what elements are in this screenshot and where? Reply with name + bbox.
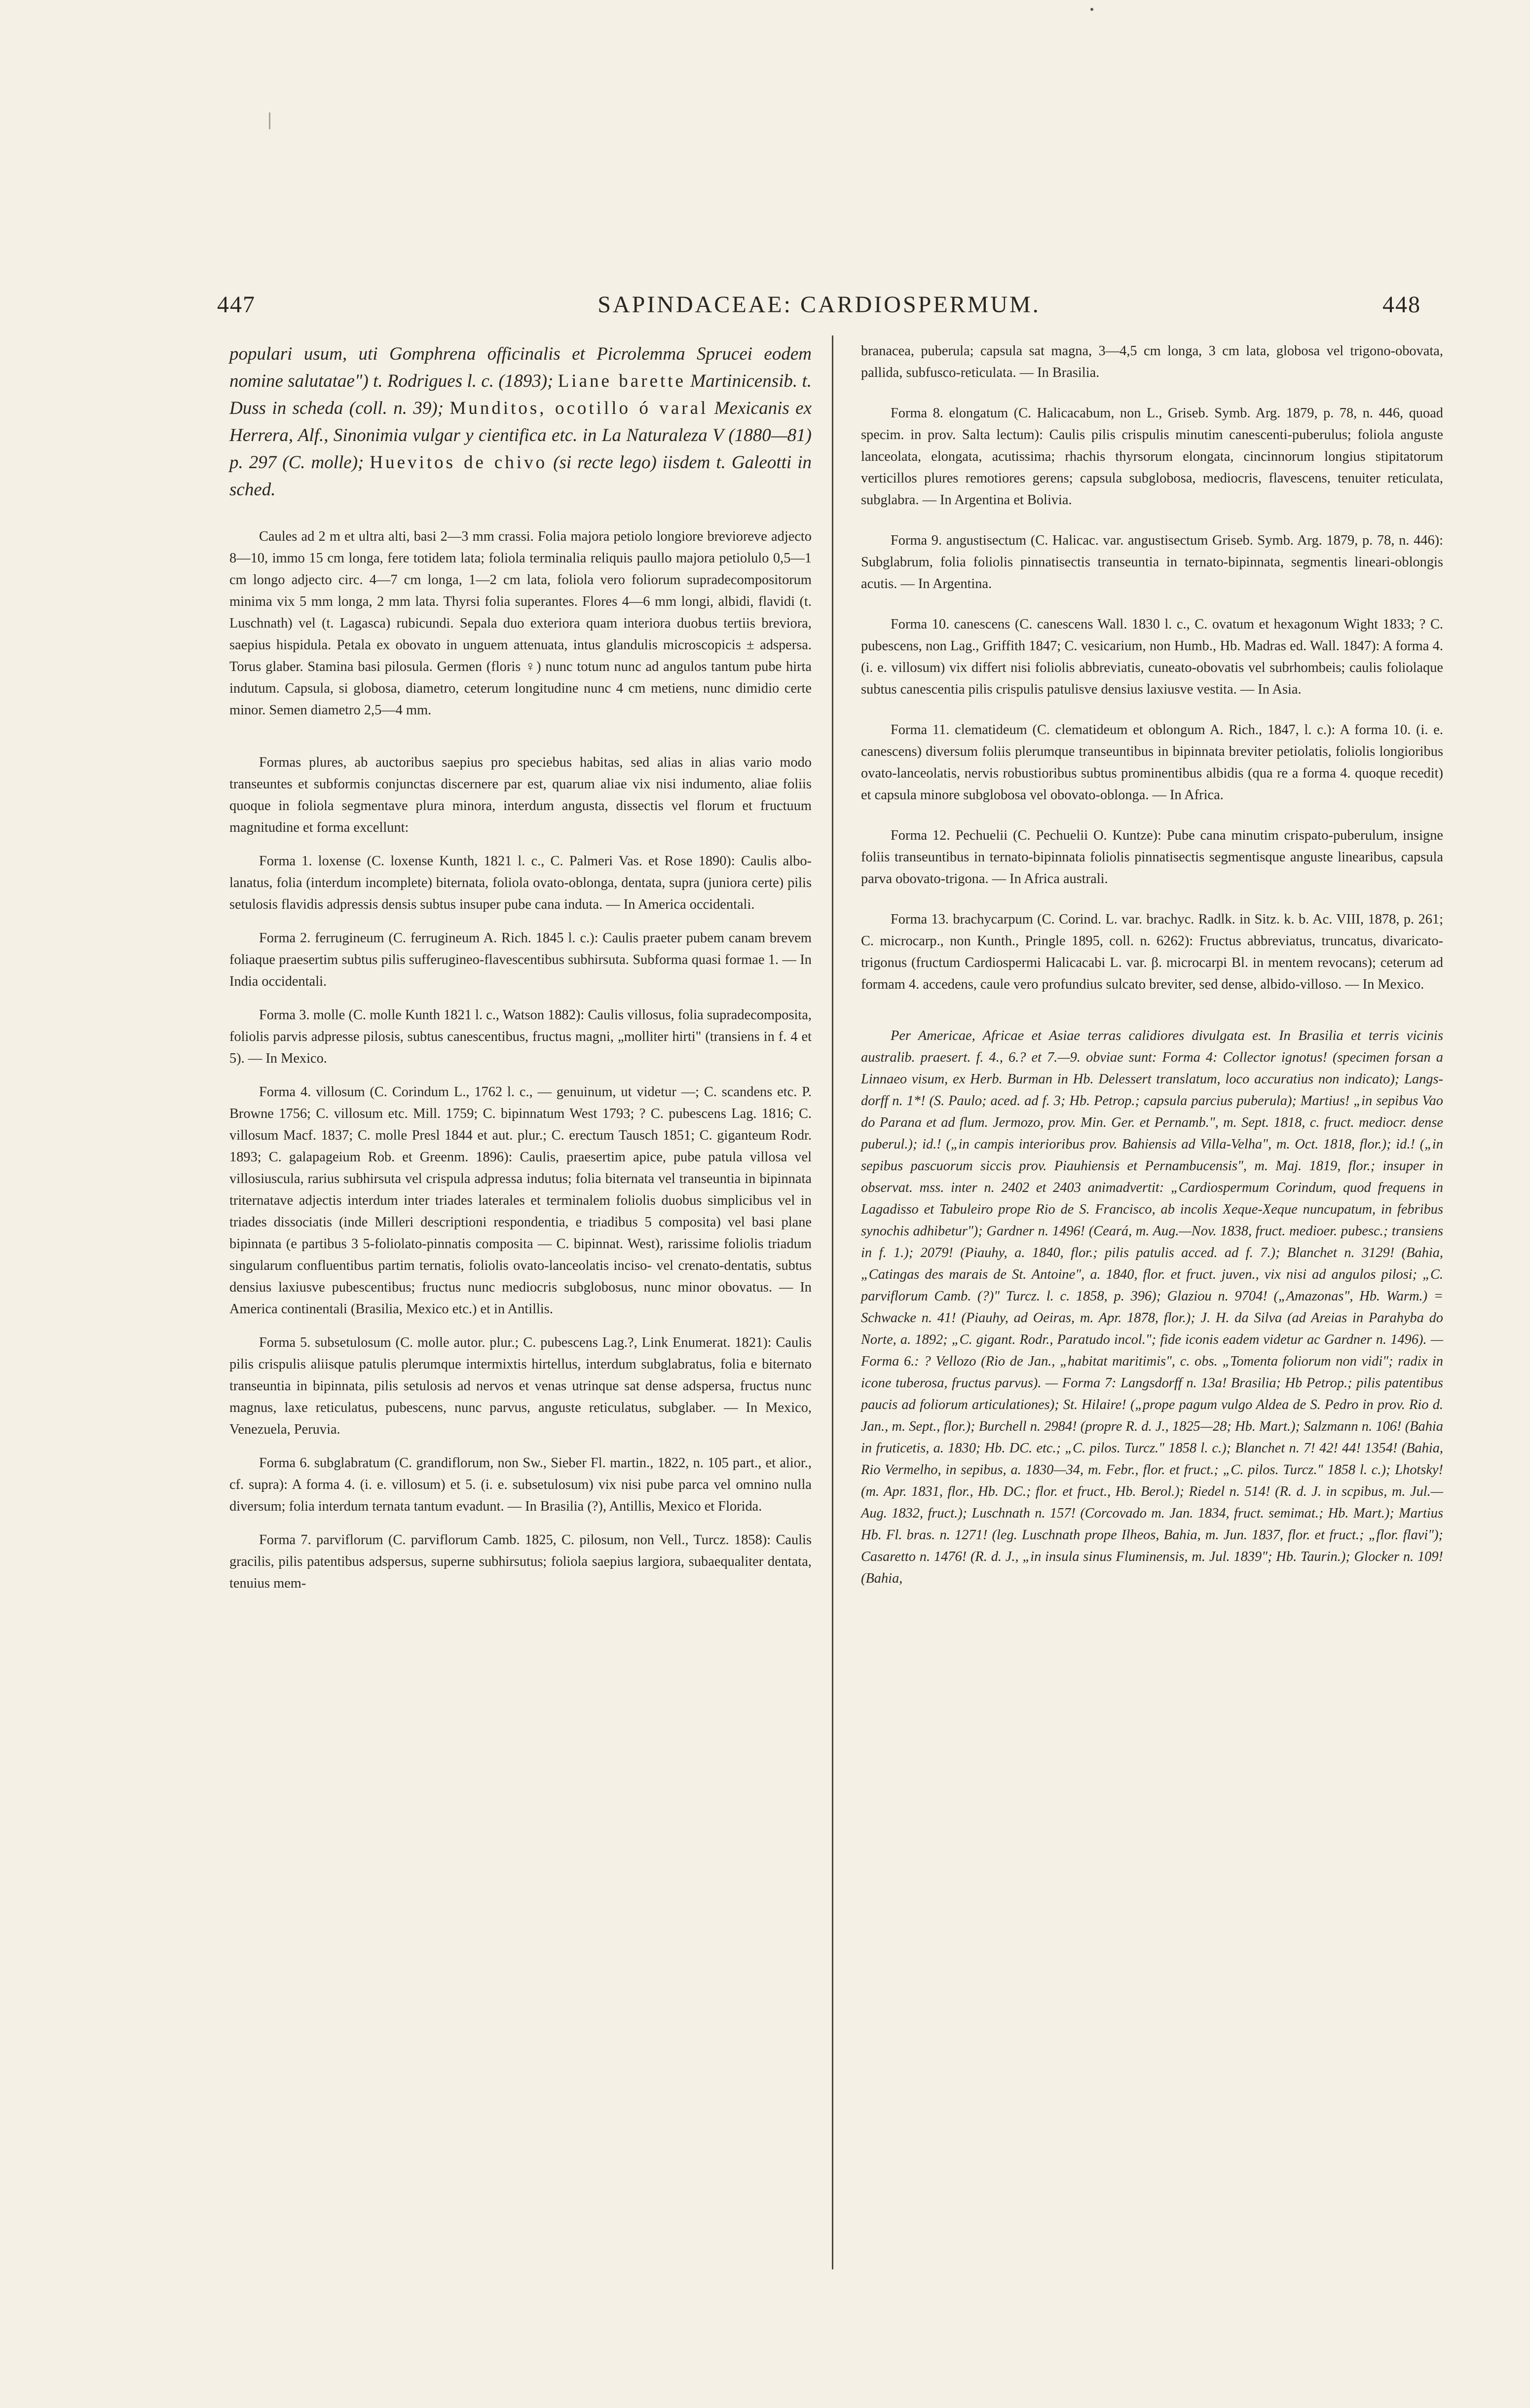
forma-10: Forma 10. canescens (C. canescens Wall. 1830 l. c., C. ovatum et hexagonum Wight 1833; ? C. pubescens, non Lag., Griffith 1847; C. vesicarium, non Humb., Hb. Madras ed. Wall. 1847): A forma 4. (i. e. villosum) vix differt nisi foliolis abbreviatis, cuneato-obovatis vel subrhombeis; caulis foliolaque subtus canescentia pilis crispulis patulisve densius laxiusve vestita. — In Asia. — [861, 617, 1443, 697]
forma-9: Forma 9. angustisectum (C. Halicac. var. angustisectum Griseb. Symb. Arg. 1879, p. 78, n. 446): Subglabrum, folia foliolis pinnatisectis transeuntia in ternato-bipinnata, segmentis lineari-oblongis acutis. — In Argentina. — [861, 533, 1443, 592]
intro-paragraph — [229, 340, 812, 503]
forma-12: Forma 12. Pechuelii (C. Pechuelii O. Kuntze): Pube cana minutim crispato-puberulum, insigne foliis transeuntibus in ternato-bipinnata foliolis pinnatisectis segmentisque anguste linearibus, capsula parva obovato-trigona. — In Africa australi. — [861, 828, 1443, 887]
intro-text-1: populari usum, uti Gomphrena officinalis et Picrolemma Sprucei eodem nomine salutatae") t. Rodrigues l. c. (1893); — [229, 344, 812, 391]
page-number-left: 447 — [217, 292, 256, 318]
forma-2: Forma 2. ferrugineum (C. ferrugineum A. Rich. 1845 l. c.): Caulis praeter pubem canam brevem foliaque praesertim subtus pilis sufferugineo-flavescentibus subhirsuta. Subforma quasi formae 1. — In India occidentali. — [229, 930, 812, 989]
right-column — [861, 340, 1443, 1590]
forma-11: Forma 11. clematideum (C. clematideum et oblongum A. Rich., 1847, l. c.): A forma 10. (i. e. canescens) diversum foliis plerumque transeuntibus in bipinnata breviter petiolatis, foliolis longioribus ovato-lanceolatis, nervis robustioribus subtus prominentibus albidis (qua re a forma 4. quoque recedit) et capsula minore subglobosa vel obovato-oblonga. — In Africa. — [861, 722, 1443, 803]
distribution-paragraph: Per Americae, Africae et Asiae terras calidiores divulgata est. In Brasilia et terris vicinis australib. praesert. f. 4., 6.? et 7.—9. obviae sunt: Forma 4: Collector ignotus! (specimen forsan a Linnaeo visum, ex Herb. Burman in Hb. Delessert translatum, loco accuratius non indicato); Langsdorff n. 1*! (S. Paulo; aced. ad f. 3; Hb. Petrop.; capsula parcius puberula); Martius! „in sepibus Vao do Parana et ad flum. Jermozo, prov. Min. Ger. et Pernamb.", m. Sept. 1818, c. fruct. mediocr. dense puberul.); id.! („in campis interioribus prov. Bahiensis ad Villa-Velha", m. Oct. 1818, flor.); id.! („in sepibus pascuorum siccis prov. Piauhiensis et Pernambucensis", m. Maj. 1819, flor.; insuper in observat. mss. inter n. 2402 et 2403 animadvertit: „Cardiospermum Corindum, quod frequens in Lagadisso et Tabuleiro prope Rio de S. Francisco, ab incolis Xeque-Xeque nuncupatum, in febribus synochis adhibetur"); Gardner n. 1496! (Ceará, m. Aug.—Nov. 1838, fruct. medioer. pubesc.; transiens in f. 1.); 2079! (Piauhy, a. 1840, flor.; pilis patulis acced. ad f. 7.); Blanchet n. 3129! (Bahia, „Catingas des marais de St. Antoine", a. 1840, flor. et fruct. juven., vix nisi ad angulos pilosi; „C. parviflorum Camb. (?)" Turcz. l. c. 1858, p. 396); Glaziou n. 9704! („Amazonas", Hb. Warm.) = Schwacke n. 41! (Piauhy, ad Oeiras, m. Apr. 1878, flor.); J. H. da Silva (ad Areias in Parahyba do Norte, a. 1892; „C. gigant. Rodr., Paratudo incol."; fide iconis eadem videtur ac Gardner n. 1496). — Forma 6.: ? Vellozo (Rio de Jan., „habitat maritimis", c. obs. „Tomenta foliorum non vidi"; radix in icone tuberosa, fructus parvus). — Forma 7: Langsdorff n. 13a! Brasilia; Hb Petrop.; pilis patentibus paucis ad foliorum articulationes); St. Hilaire! („prope pagum vulgo Aldea de S. Pedro in prov. Rio d. Jan., m. Sept., flor.); Burchell n. 2984! (propre R. d. J., 1825—28; Hb. Mart.); Salzmann n. 106! (Bahia in fruticetis, a. 1830; Hb. DC. etc.; „C. pilos. Turcz." 1858 l. c.); Blanchet n. 7! 42! 44! 1354! (Bahia, Rio Vermelho, in sepibus, a. 1830—34, m. Febr., flor. et fruct.; „C. pilos. Turcz." 1858 l. c.); Lhotsky! (m. Apr. 1831, flor., Hb. DC.; flor. et fruct., Hb. Berol.); Riedel n. 514! (R. d. J. in scpibus, m. Jul.—Aug. 1832, fruct.); Luschnath n. 157! (Corcovado m. Jan. 1834, fruct. semimat.; Hb. Mart.); Martius Hb. Fl. bras. n. 1271! (leg. Luschnath prope Ilheos, Bahia, m. Jun. 1837, flor. et fruct.; „flor. flavi"); Casaretto n. 1476! (R. d. J., „in insula sinus Fluminensis, m. Jul. 1839"; Hb. Taurin.); Glocker n. 109! (Bahia, — [861, 1028, 1443, 1586]
forma-8: Forma 8. elongatum (C. Halicacabum, non L., Griseb. Symb. Arg. 1879, p. 78, n. 446, quoad specim. in prov. Salta lectum): Caulis pilis crispulis minutim canescenti-puberulus; foliola anguste lanceolata, elongata, acutissima; rhachis thyrsorum elongata, cincinnorum longius stipitatorum verticillos plures remotiores gerens; capsula subglobosa, mediocris, flavescens, tenuiter reticulata, subglabra. — In Argentina et Bolivia. — [861, 406, 1443, 508]
vernacular-name-3: Huevitos de chivo — [370, 452, 548, 473]
vernacular-name-1: Liane barette — [558, 371, 686, 391]
intro-text-4: (si recte lego) iisdem t. Galeotti in sched. — [229, 452, 812, 500]
forma-1: Forma 1. loxense (C. loxense Kunth, 1821 l. c., C. Palmeri Vas. et Rose 1890): Caulis albo-lanatus, folia (interdum incomplete) biternata, foliola ovato-oblonga, dentata, supra (juniora certe) pilis setulosis flavidis adpressis densis subtus insuper pube cana induta. — In America occidentali. — [229, 853, 812, 912]
column-divider — [832, 335, 833, 2269]
forma-13: Forma 13. brachycarpum (C. Corind. L. var. brachyc. Radlk. in Sitz. k. b. Ac. VIII, 1878, p. 261; C. microcarp., non Kunth., Pringle 1895, coll. n. 6262): Fructus abbreviatus, truncatus, divaricato-trigonus (fructum Cardiospermi Halicacabi L. var. β. microcarpi Bl. in mentem revocans); ceterum ad formam 4. accedens, caule vero profundius sulcato breviter, sed dense, albido-villoso. — In Mexico. — [861, 912, 1443, 992]
continuation-paragraph: branacea, puberula; capsula sat magna, 3—4,5 cm longa, 3 cm lata, globosa vel trigono-obovata, pallida, subfusco-reticulata. — In Brasilia. — [861, 343, 1443, 380]
forma-7: Forma 7. parviflorum (C. parviflorum Camb. 1825, C. pilosum, non Vell., Turcz. 1858): Caulis gracilis, pilis patentibus adspersus, superne subhirsutus; foliola saepius largiora, subaequaliter dentata, tenuius mem- — [229, 1532, 812, 1591]
intro-text-2: Martinicensib. t. Duss in scheda (coll. n. 39); — [229, 371, 812, 418]
left-column — [229, 340, 812, 1594]
forma-5: Forma 5. subsetulosum (C. molle autor. plur.; C. pubescens Lag.?, Link Enumerat. 1821): Caulis pilis crispulis aliisque patulis plerumque intermixtis hirtellus, interdum subglabratus, folia e biternato transeuntia in bipinnata, pilis setulosis ad nervos et venas utrinque sat dense adspersa, fructus nunc magnus, laxe reticulatus, pubescens, nunc parvus, anguste reticulatus, subglaber. — In Mexico, Venezuela, Peruvia. — [229, 1335, 812, 1437]
formas-paragraph: Formas plures, ab auctoribus saepius pro speciebus habitas, sed alias in alias vario modo transeuntes et subformis conjunctas discernere par est, quarum aliae vix nisi indumento, aliae foliis quoque in foliola segmentave plura minora, interdum angusta, dissectis vel florum et fructuum magnitudine et forma excellunt: — [229, 755, 812, 835]
forma-6: Forma 6. subglabratum (C. grandiflorum, non Sw., Sieber Fl. martin., 1822, n. 105 part., et alior., cf. supra): A forma 4. (i. e. villosum) et 5. (i. e. subsetulosum) vix nisi pube parca vel omnino nulla diversum; folia interdum ternata tantum evadunt. — In Brasilia (?), Antillis, Mexico et Florida. — [229, 1455, 812, 1514]
scan-speck — [1090, 8, 1093, 11]
forma-4: Forma 4. villosum (C. Corindum L., 1762 l. c., — genuinum, ut videtur —; C. scandens etc. P. Browne 1756; C. villosum etc. Mill. 1759; C. bipinnatum West 1793; ? C. pubescens Lag. 1816; C. villosum Macf. 1837; C. molle Presl 1844 et aut. plur.; C. erectum Tausch 1851; C. giganteum Rodr. 1893; C. galapageium Rob. et Greenm. 1896): Caulis, praesertim apice, pube patula villosa vel villosiuscula, rarius subhirsuta vel crispula adpressa indutus; folia biternata vel transeuntia in bipinnata triternatave adjectis interdum inter triades laterales et terminalem foliolis duobus simplicibus vel in triades dissociatis (inde Milleri descriptioni respondentia, e triadibus 5 composita) vel basi plane bipinnata (e partibus 3 5-foliolato-pinnatis composita — C. bipinnat. West), rarissime foliolis triadum singularum confluentibus partim ternatis, foliolis ovato-lanceolatis inciso- vel crenato-dentatis, subtus densius laxiusve pubescentibus; fructus nunc mediocris subglobosus, nunc minor obovatus. — In America continentali (Brasilia, Mexico etc.) et in Antillis. — [229, 1084, 812, 1317]
vernacular-name-2: Munditos, ocotillo ó varal — [449, 398, 709, 418]
page-number-right: 448 — [1382, 292, 1421, 318]
forma-3: Forma 3. molle (C. molle Kunth 1821 l. c., Watson 1882): Caulis villosus, folia supradecomposita, foliolis parvis adpresse pilosis, subtus canescentibus, fructus magni, „molliter hirti" (transiens in f. 4 et 5). — In Mexico. — [229, 1007, 812, 1066]
running-title: SAPINDACEAE: CARDIOSPERMUM. — [597, 292, 1041, 318]
description-paragraph: Caules ad 2 m et ultra alti, basi 2—3 mm crassi. Folia majora petiolo longiore brevioreve adjecto 8—10, immo 15 cm longa, fere totidem lata; foliola terminalia reliquis paullo majora petiolulo 0,5—1 cm longo adjecto circ. 4—7 cm longa, 1—2 cm lata, foliola vero foliorum supradecompositorum minima vix 5 mm longa, 2 mm lata. Thyrsi folia superantes. Flores 4—6 mm longi, albidi, flavidi (t. Luschnath) vel (t. Lagasca) rubicundi. Sepala duo exteriora quam interiora duobus tertiis breviora, saepius hispidula. Petala ex obovato in unguem attenuata, intus glandulis microscopicis ± adspersa. Torus glaber. Stamina basi pilosula. Germen (floris ♀) nunc totum nunc ad angulos tantum pube hirta indutum. Capsula, si globosa, diametro, ceterum longitudine nunc 4 cm metiens, nunc dimidio certe minor. Semen diametro 2,5—4 mm. — [229, 529, 812, 718]
page-header — [217, 291, 1421, 326]
intro-text-3: Mexicanis ex Herrera, Alf., Sinonimia vulgar y cientifica etc. in La Naturaleza V (1880—81) p. 297 (C. molle); — [229, 398, 812, 473]
scan-mark — [269, 112, 270, 129]
